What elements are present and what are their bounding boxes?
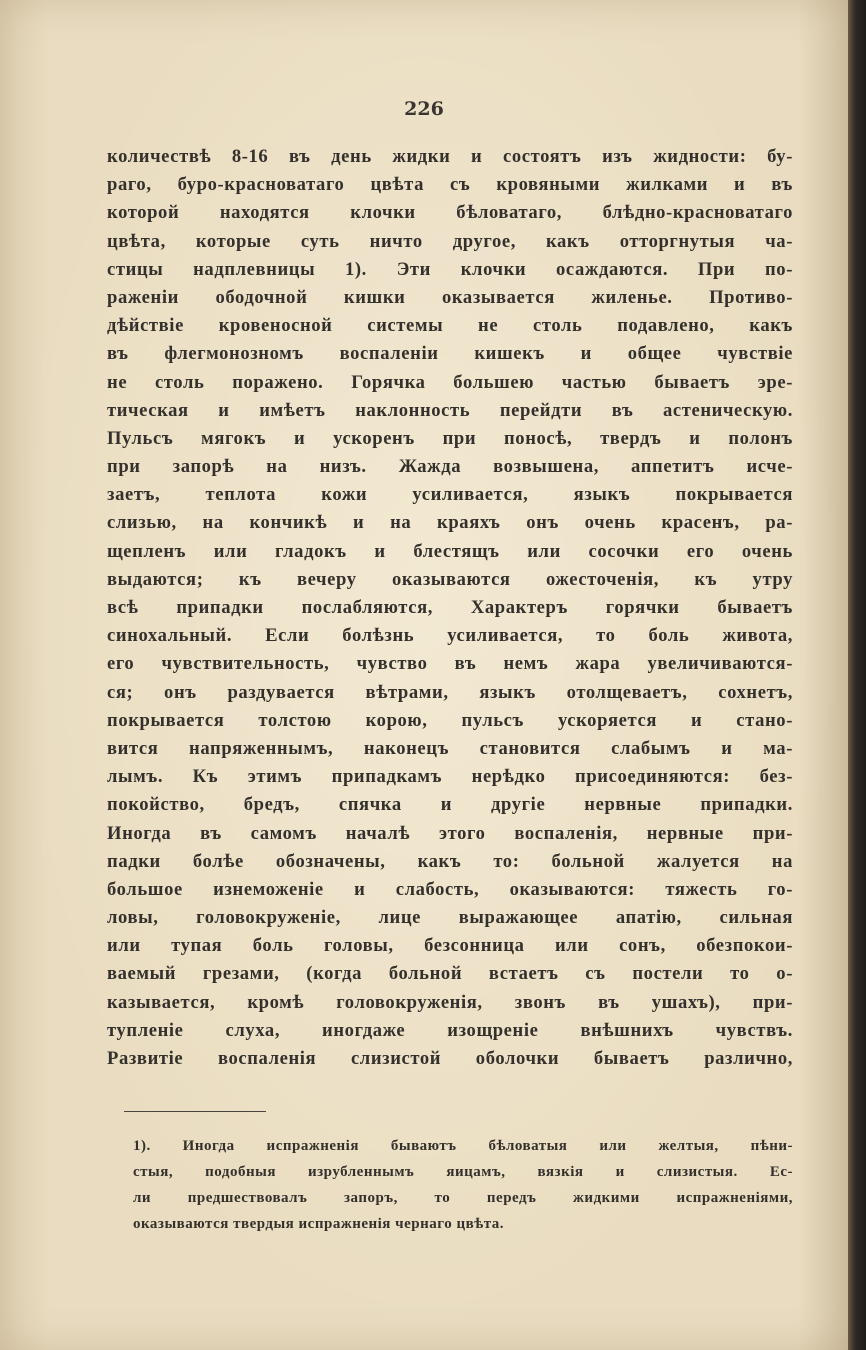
text-line: стицы надплевницы 1). Эти клочки осаждаются. При по- — [107, 258, 793, 280]
footnote-line: стыя, подобныя изрубленнымъ яицамъ, вязкія и слизистыя. Ес- — [133, 1164, 793, 1180]
text-line: вится напряженнымъ, наконецъ становится слабымъ и ма- — [107, 737, 793, 759]
footnote-divider — [124, 1111, 266, 1112]
footnote-line: 1). Иногда испражненія бываютъ бѣловатыя или желтыя, пѣни- — [133, 1138, 793, 1154]
text-line: большое изнеможеніе и слабость, оказываются: тяжесть го- — [107, 878, 793, 900]
text-line: дѣйствіе кровеносной системы не столь подавлено, какъ — [107, 315, 793, 337]
main-text-block — [107, 143, 793, 1073]
text-line: ваемый грезами, (когда больной встаетъ съ постели то о- — [107, 963, 793, 985]
footnote-block — [133, 1133, 793, 1237]
text-line: покрывается толстою корою, пульсъ ускоряется и стано- — [107, 709, 793, 731]
book-spine-edge — [848, 0, 866, 1350]
text-line: или тупая боль головы, безсонница или сонъ, обезпокои- — [107, 935, 793, 957]
text-line: при запорѣ на низъ. Жажда возвышена, аппетитъ исче- — [107, 456, 793, 478]
text-line: Иногда въ самомъ началѣ этого воспаленія, нервные при- — [107, 822, 793, 844]
text-line: слизью, на кончикѣ и на краяхъ онъ очень красенъ, ра- — [107, 512, 793, 534]
text-line: щепленъ или гладокъ и блестящъ или сосочки его очень — [107, 540, 793, 562]
page-number: 226 — [404, 98, 444, 120]
text-line: ся; онъ раздувается вѣтрами, языкъ отолщеваетъ, сохнетъ, — [107, 681, 793, 703]
text-line: Развитіе воспаленія слизистой оболочки бываетъ различно, — [107, 1048, 793, 1069]
text-line: въ флегмонозномъ воспаленіи кишекъ и общее чувствіе — [107, 343, 793, 365]
text-line: ловы, головокруженіе, лице выражающее апатію, сильная — [107, 907, 793, 929]
text-line: количествѣ 8-16 въ день жидки и состоятъ изъ жидности: бу- — [107, 146, 793, 167]
text-line: его чувствительность, чувство въ немъ жара увеличиваются- — [107, 653, 793, 675]
text-line: не столь поражено. Горячка большею частью бываетъ эре- — [107, 371, 793, 393]
text-line: цвѣта, которые суть ничто другое, какъ отторгнутыя ча- — [107, 230, 793, 252]
text-line: покойство, бредъ, спячка и другіе нервные припадки. — [107, 794, 793, 816]
text-line: всѣ припадки послабляются, Характеръ горячки бываетъ — [107, 597, 793, 618]
text-line: раго, буро-красноватаго цвѣта съ кровяными жилками и въ — [107, 174, 793, 196]
text-line: выдаются; къ вечеру оказываются ожесточенія, къ утру — [107, 568, 793, 590]
text-line: падки болѣе обозначены, какъ то: больной жалуется на — [107, 850, 793, 872]
text-line: тическая и имѣетъ наклонность перейдти въ астеническую. — [107, 399, 793, 421]
text-line: заетъ, теплота кожи усиливается, языкъ покрывается — [107, 484, 793, 506]
text-line: которой находятся клочки бѣловатаго, блѣдно-красноватаго — [107, 202, 793, 224]
text-line: синохальный. Если болѣзнь усиливается, то боль живота, — [107, 625, 793, 647]
footnote-line: оказываются твердыя испражненія чернаго цвѣта. — [133, 1216, 505, 1232]
text-line: лымъ. Къ этимъ припадкамъ нерѣдко присоединяются: без- — [107, 766, 793, 788]
footnote-line: ли предшествовалъ запоръ, то передъ жидкими испражненіями, — [133, 1190, 793, 1206]
text-line: раженіи ободочной кишки оказывается жиленье. Противо- — [107, 286, 793, 308]
text-line: Пульсъ мягокъ и ускоренъ при поносѣ, твердъ и полонъ — [107, 427, 793, 449]
text-line: тупленіе слуха, иногдаже изощреніе внѣшнихъ чувствъ. — [107, 1019, 793, 1041]
text-line: казывается, кромѣ головокруженія, звонъ въ ушахъ), при- — [107, 991, 793, 1013]
